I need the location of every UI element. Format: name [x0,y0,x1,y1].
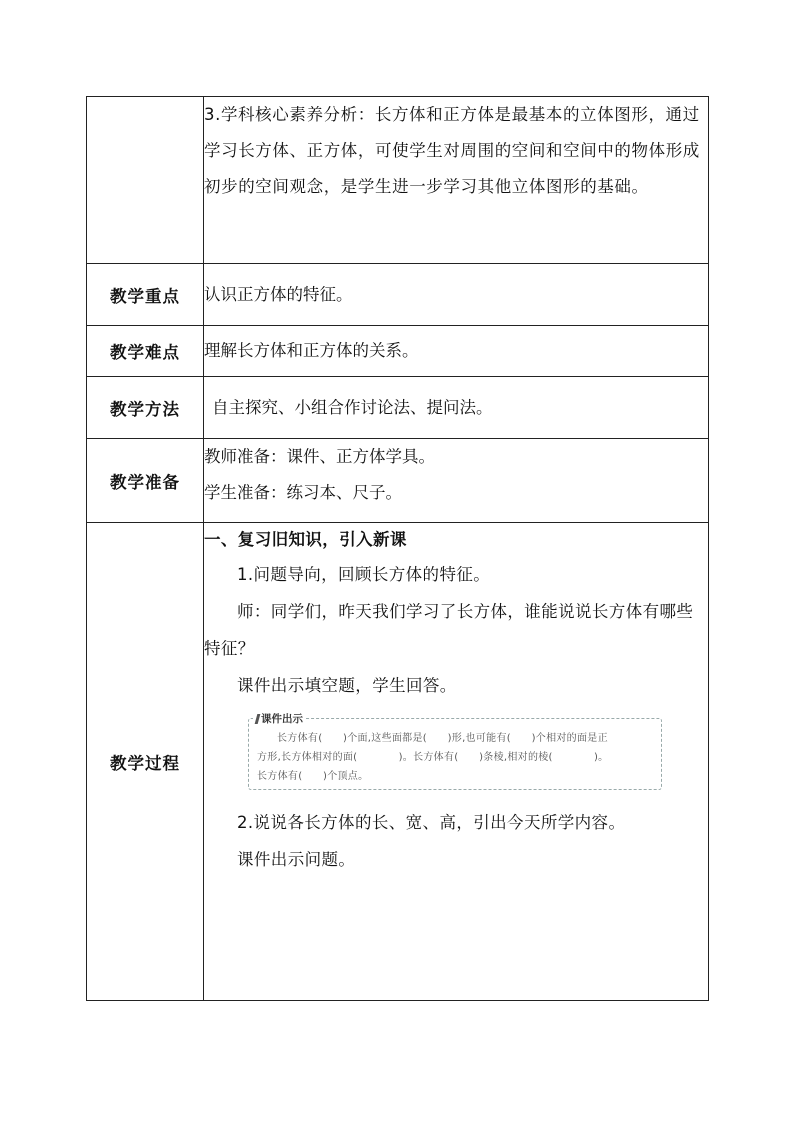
row-label-empty [87,97,204,264]
step-1-text: 1.问题导向，回顾长方体的特征。 [237,565,491,584]
row-key-point [87,264,709,326]
teacher-question-text: 师：同学们，昨天我们学习了长方体，谁能说说长方体有哪些特征？ [204,602,694,658]
student-preparation-text: 学生准备：练习本、尺子。 [204,483,402,502]
step-2-text: 2.说说各长方体的长、宽、高，引出今天所学内容。 [237,813,626,832]
section-heading: 一、复习旧知识，引入新课 [204,530,407,549]
row-method [87,377,709,439]
difficulty-text: 理解长方体和正方体的关系。 [204,326,709,377]
row-label-difficulty: 教学难点 [87,326,204,377]
core-literacy-analysis-text: 3.学科核心素养分析：长方体和正方体是最基本的立体图形，通过学习长方体、正方体，可使学生对周围的空间和空间中的物体形成初步的空间观念，是学生进一步学习其他立体图形的基础。 [204,97,709,264]
row-label-process: 教学过程 [87,523,204,1001]
courseware-question-text: 课件出示问题。 [237,850,356,869]
courseware-tag [253,711,306,726]
courseware-line-3: 长方体有( )个顶点。 [257,771,369,782]
method-text: 自主探究、小组合作讨论法、提问法。 [204,377,709,439]
row-core-literacy [87,97,709,264]
row-label-key-point: 教学重点 [87,264,204,326]
teacher-preparation-text: 教师准备：课件、正方体学具。 [204,447,435,466]
courseware-tag-label: 课件出示 [261,713,303,725]
preparation-cell [204,439,709,523]
row-difficulty [87,326,709,377]
row-label-preparation: 教学准备 [87,439,204,523]
tag-marker-icon [255,714,261,724]
courseware-show-text: 课件出示填空题，学生回答。 [237,676,457,695]
key-point-text: 认识正方体的特征。 [204,264,709,326]
row-label-method: 教学方法 [87,377,204,439]
process-cell [204,523,709,1001]
courseware-fill-in-box [248,713,662,790]
lesson-plan-table [86,96,709,1001]
row-process [87,523,709,1001]
courseware-line-2: 方形,长方体相对的面( )。长方体有( )条棱,相对的棱( )。 [257,752,609,763]
courseware-line-1: 长方体有( )个面,这些面都是( )形,也可能有( )个相对的面是正 [277,733,608,744]
row-preparation [87,439,709,523]
